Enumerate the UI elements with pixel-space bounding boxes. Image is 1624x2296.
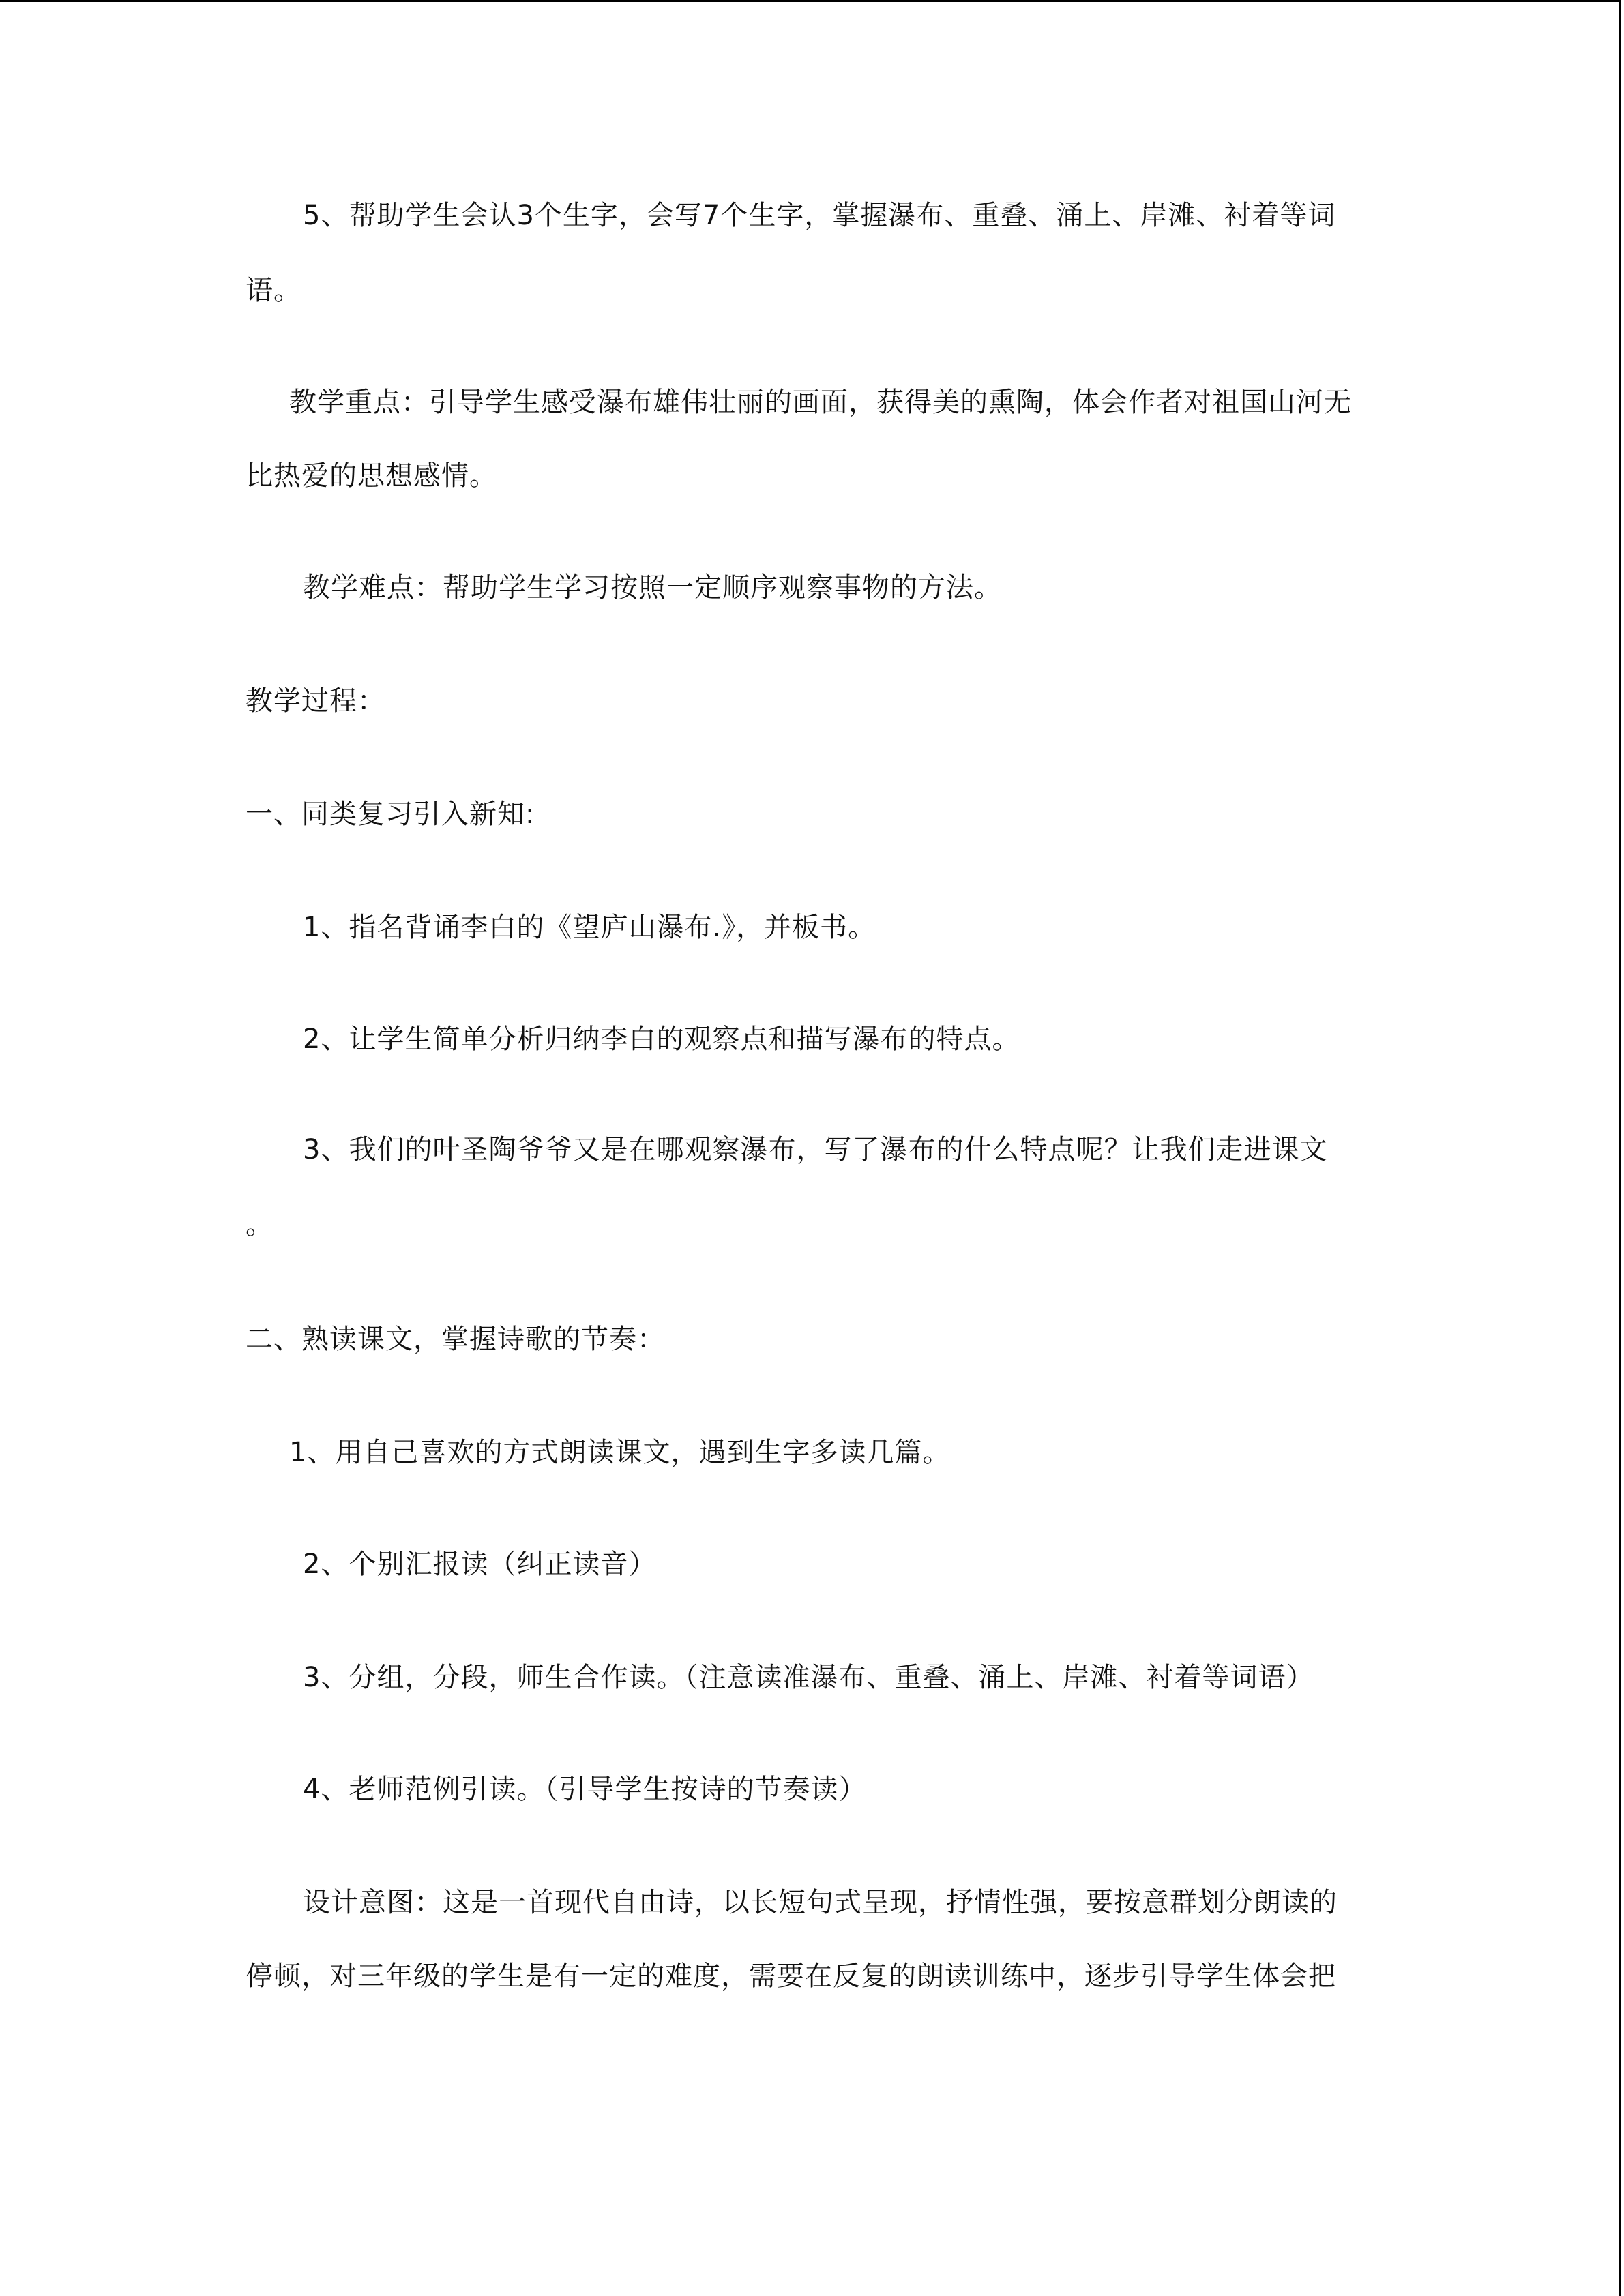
text-line: 教学难点：帮助学生学习按照一定顺序观察事物的方法。	[303, 572, 1002, 603]
text-line: 。	[246, 1209, 274, 1240]
text-line: 比热爱的思想感情。	[246, 460, 497, 492]
text-line: 4、老师范例引读。（引导学生按诗的节奏读）	[303, 1774, 867, 1805]
text-line: 1、用自己喜欢的方式朗读课文，遇到生字多读几篇。	[289, 1437, 951, 1468]
text-line: 2、个别汇报读（纠正读音）	[303, 1549, 657, 1580]
text-line: 设计意图：这是一首现代自由诗，以长短句式呈现，抒情性强，要按意群划分朗读的	[303, 1887, 1338, 1918]
text-line: 2、让学生简单分析归纳李白的观察点和描写瀑布的特点。	[303, 1024, 1020, 1055]
text-line: 教学过程：	[246, 685, 385, 717]
text-line: 5、帮助学生会认3个生字，会写7个生字，掌握瀑布、重叠、涌上、岸滩、衬着等词	[303, 200, 1336, 231]
text-line: 1、指名背诵李白的《望庐山瀑布.》，并板书。	[303, 912, 876, 943]
text-line: 一、同类复习引入新知:	[246, 799, 535, 830]
text-line: 停顿，对三年级的学生是有一定的难度，需要在反复的朗读训练中，逐步引导学生体会把	[246, 1960, 1336, 1992]
text-line: 3、我们的叶圣陶爷爷又是在哪观察瀑布，写了瀑布的什么特点呢？让我们走进课文	[303, 1134, 1328, 1165]
text-line: 二、熟读课文，掌握诗歌的节奏：	[246, 1324, 665, 1355]
text-line: 3、分组，分段，师生合作读。（注意读准瀑布、重叠、涌上、岸滩、衬着等词语）	[303, 1662, 1314, 1693]
text-line: 语。	[246, 275, 301, 306]
text-line: 教学重点：引导学生感受瀑布雄伟壮丽的画面，获得美的熏陶，体会作者对祖国山河无	[289, 387, 1352, 418]
